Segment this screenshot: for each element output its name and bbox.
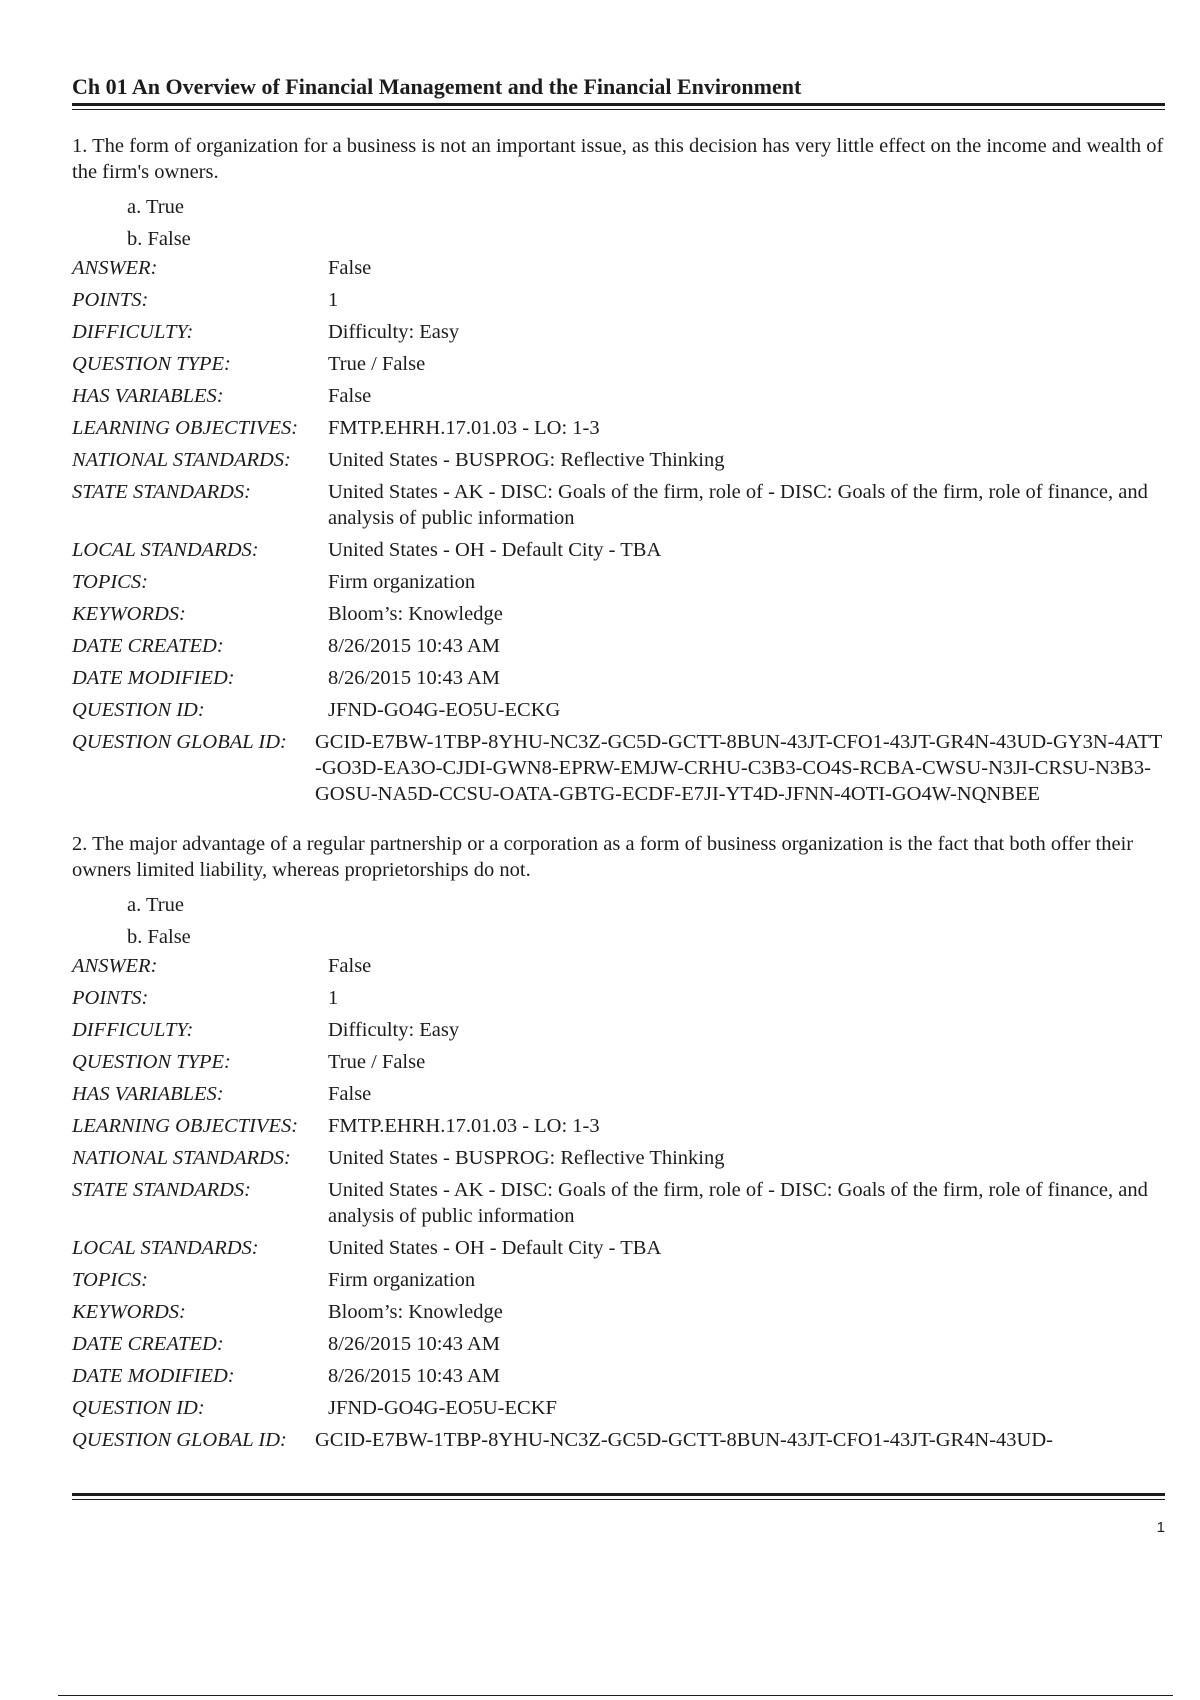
meta-label: KEYWORDS:	[72, 1301, 186, 1323]
meta-value: FMTP.EHRH.17.01.03 - LO: 1-3	[328, 417, 600, 439]
meta-label: HAS VARIABLES:	[72, 1083, 224, 1105]
meta-state-standards	[72, 1177, 1165, 1229]
question-text: 1. The form of organization for a business is not an important issue, as this decision has very little effect on the income and wealth of the firm's owners.	[72, 135, 1164, 183]
meta-value: United States - AK - DISC: Goals of the firm, role of - DISC: Goals of the firm, role of finance, and analysis of public information	[328, 1179, 1148, 1227]
meta-value: United States - AK - DISC: Goals of the firm, role of - DISC: Goals of the firm, role of finance, and analysis of public information	[328, 481, 1148, 529]
meta-local-standards	[72, 1235, 1165, 1261]
meta-value: JFND-GO4G-EO5U-ECKF	[328, 1397, 557, 1419]
option-false: b. False	[127, 926, 191, 948]
meta-difficulty	[72, 1017, 1165, 1043]
meta-label: STATE STANDARDS:	[72, 481, 251, 503]
meta-value: True / False	[328, 353, 426, 375]
meta-learning-objectives	[72, 415, 1165, 441]
meta-national-standards	[72, 1145, 1165, 1171]
meta-label: KEYWORDS:	[72, 603, 186, 625]
question-text: 2. The major advantage of a regular partnership or a corporation as a form of business organization is the fact that both offer their owners limited liability, whereas proprietorships do not.	[72, 833, 1134, 881]
meta-value: Firm organization	[328, 1269, 476, 1291]
meta-label: QUESTION GLOBAL ID:	[72, 731, 287, 753]
meta-label: POINTS:	[72, 987, 149, 1009]
meta-label: DIFFICULTY:	[72, 1019, 194, 1041]
meta-value: Firm organization	[328, 571, 476, 593]
meta-question-type	[72, 1049, 1165, 1075]
meta-label: NATIONAL STANDARDS:	[72, 1147, 291, 1169]
footer-divider	[72, 1493, 1165, 1500]
page-number: 1	[1156, 1519, 1165, 1536]
meta-value: 8/26/2015 10:43 AM	[328, 1365, 500, 1387]
page-bottom-line	[58, 1695, 1173, 1696]
meta-value: United States - OH - Default City - TBA	[328, 539, 662, 561]
meta-value: GCID-E7BW-1TBP-8YHU-NC3Z-GC5D-GCTT-8BUN-43JT-CFO1-43JT-GR4N-43UD-GY3N-4ATT-GO3D-EA3O-CJDI-GWN8-EPRW-EMJW-CRHU-C3B3-CO4S-RCBA-CWSU-N3JI-CRSU-N3B3-GOSU-NA5D-CCSU-OATA-GBTG-ECDF-E7JI-YT4D-JFNN-4OTI-GO4W-NQNBEE	[315, 731, 1163, 805]
meta-date-modified	[72, 665, 1165, 691]
meta-value: False	[328, 385, 372, 407]
document-title: Ch 01 An Overview of Financial Management and the Financial Environment	[72, 74, 802, 99]
meta-label: LOCAL STANDARDS:	[72, 1237, 259, 1259]
option-false: b. False	[127, 228, 191, 250]
meta-topics	[72, 1267, 1165, 1293]
questions-container	[72, 133, 1165, 1461]
meta-value: Difficulty: Easy	[328, 1019, 460, 1041]
meta-label: ANSWER:	[72, 257, 158, 279]
meta-learning-objectives	[72, 1113, 1165, 1139]
meta-value: 1	[328, 289, 339, 311]
meta-national-standards	[72, 447, 1165, 473]
meta-label: QUESTION GLOBAL ID:	[72, 1429, 287, 1451]
meta-value: FMTP.EHRH.17.01.03 - LO: 1-3	[328, 1115, 600, 1137]
title-divider	[72, 103, 1165, 110]
option-true: a. True	[127, 894, 184, 916]
meta-value: 8/26/2015 10:43 AM	[328, 635, 500, 657]
meta-label: TOPICS:	[72, 1269, 148, 1291]
meta-question-global-id	[72, 729, 1165, 807]
meta-keywords	[72, 601, 1165, 627]
meta-question-id	[72, 697, 1165, 723]
meta-topics	[72, 569, 1165, 595]
question-1	[72, 133, 1165, 807]
meta-value: JFND-GO4G-EO5U-ECKG	[328, 699, 561, 721]
meta-question-global-id	[72, 1427, 1165, 1453]
meta-value: 1	[328, 987, 339, 1009]
meta-label: NATIONAL STANDARDS:	[72, 449, 291, 471]
meta-value: GCID-E7BW-1TBP-8YHU-NC3Z-GC5D-GCTT-8BUN-43JT-CFO1-43JT-GR4N-43UD-	[315, 1429, 1053, 1451]
meta-value: False	[328, 1083, 372, 1105]
question-2	[72, 831, 1165, 1453]
meta-label: TOPICS:	[72, 571, 148, 593]
meta-label: HAS VARIABLES:	[72, 385, 224, 407]
meta-value: Bloom’s: Knowledge	[328, 603, 503, 625]
meta-has-variables	[72, 383, 1165, 409]
meta-label: DIFFICULTY:	[72, 321, 194, 343]
meta-date-created	[72, 1331, 1165, 1357]
meta-value: United States - BUSPROG: Reflective Thinking	[328, 1147, 725, 1169]
meta-state-standards	[72, 479, 1165, 531]
meta-value: Difficulty: Easy	[328, 321, 460, 343]
meta-value: False	[328, 955, 372, 977]
meta-label: DATE CREATED:	[72, 1333, 224, 1355]
option-true: a. True	[127, 196, 184, 218]
meta-label: LOCAL STANDARDS:	[72, 539, 259, 561]
meta-answer	[72, 255, 1165, 281]
meta-label: LEARNING OBJECTIVES:	[72, 417, 299, 439]
meta-keywords	[72, 1299, 1165, 1325]
meta-answer	[72, 953, 1165, 979]
meta-value: True / False	[328, 1051, 426, 1073]
meta-label: QUESTION TYPE:	[72, 1051, 231, 1073]
meta-label: QUESTION ID:	[72, 1397, 205, 1419]
meta-question-type	[72, 351, 1165, 377]
meta-label: ANSWER:	[72, 955, 158, 977]
meta-value: 8/26/2015 10:43 AM	[328, 1333, 500, 1355]
meta-points	[72, 287, 1165, 313]
meta-value: United States - BUSPROG: Reflective Thinking	[328, 449, 725, 471]
meta-has-variables	[72, 1081, 1165, 1107]
meta-label: DATE MODIFIED:	[72, 1365, 235, 1387]
meta-value: 8/26/2015 10:43 AM	[328, 667, 500, 689]
meta-value: False	[328, 257, 372, 279]
meta-value: United States - OH - Default City - TBA	[328, 1237, 662, 1259]
meta-date-modified	[72, 1363, 1165, 1389]
meta-date-created	[72, 633, 1165, 659]
meta-label: DATE CREATED:	[72, 635, 224, 657]
meta-value: Bloom’s: Knowledge	[328, 1301, 503, 1323]
meta-label: QUESTION TYPE:	[72, 353, 231, 375]
meta-difficulty	[72, 319, 1165, 345]
meta-question-id	[72, 1395, 1165, 1421]
meta-label: LEARNING OBJECTIVES:	[72, 1115, 299, 1137]
meta-label: DATE MODIFIED:	[72, 667, 235, 689]
meta-label: POINTS:	[72, 289, 149, 311]
meta-label: QUESTION ID:	[72, 699, 205, 721]
meta-points	[72, 985, 1165, 1011]
meta-local-standards	[72, 537, 1165, 563]
meta-label: STATE STANDARDS:	[72, 1179, 251, 1201]
